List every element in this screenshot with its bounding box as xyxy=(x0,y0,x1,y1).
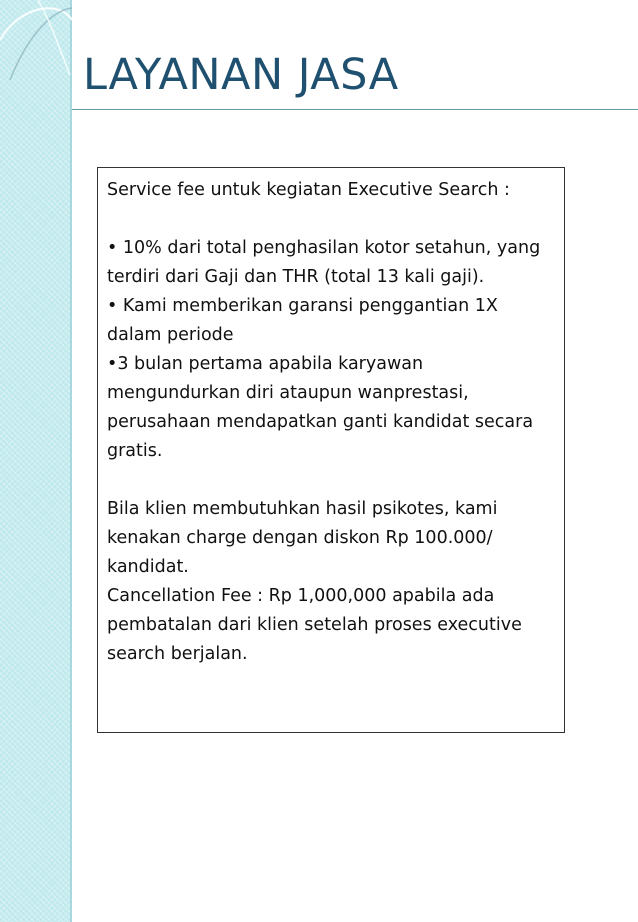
swirl-line xyxy=(38,0,70,75)
spacer xyxy=(107,466,556,495)
spacer xyxy=(107,205,556,234)
content-text xyxy=(107,176,556,669)
content-box xyxy=(97,167,565,733)
intro-text: Service fee untuk kegiatan Executive Search : xyxy=(107,180,510,200)
slide-title: LAYANAN JASA xyxy=(83,50,399,100)
swirl-line xyxy=(0,8,72,40)
title-divider xyxy=(72,109,638,110)
psychotest-text: Bila klien membutuhkan hasil psikotes, kami kenakan charge dengan diskon Rp 100.000/ kandidat. xyxy=(107,499,498,577)
fee-bullet: • 10% dari total penghasilan kotor setahun, yang terdiri dari Gaji dan THR (total 13 kali gaji). xyxy=(107,238,541,287)
cancellation-text: Cancellation Fee : Rp 1,000,000 apabila ada pembatalan dari klien setelah proses executive search berjalan. xyxy=(107,586,522,664)
guarantee-bullet: • Kami memberikan garansi penggantian 1X dalam periode xyxy=(107,296,498,345)
period-bullet: •3 bulan pertama apabila karyawan mengundurkan diri ataupun wanprestasi, perusahaan mendapatkan ganti kandidat secara gratis. xyxy=(107,354,534,461)
